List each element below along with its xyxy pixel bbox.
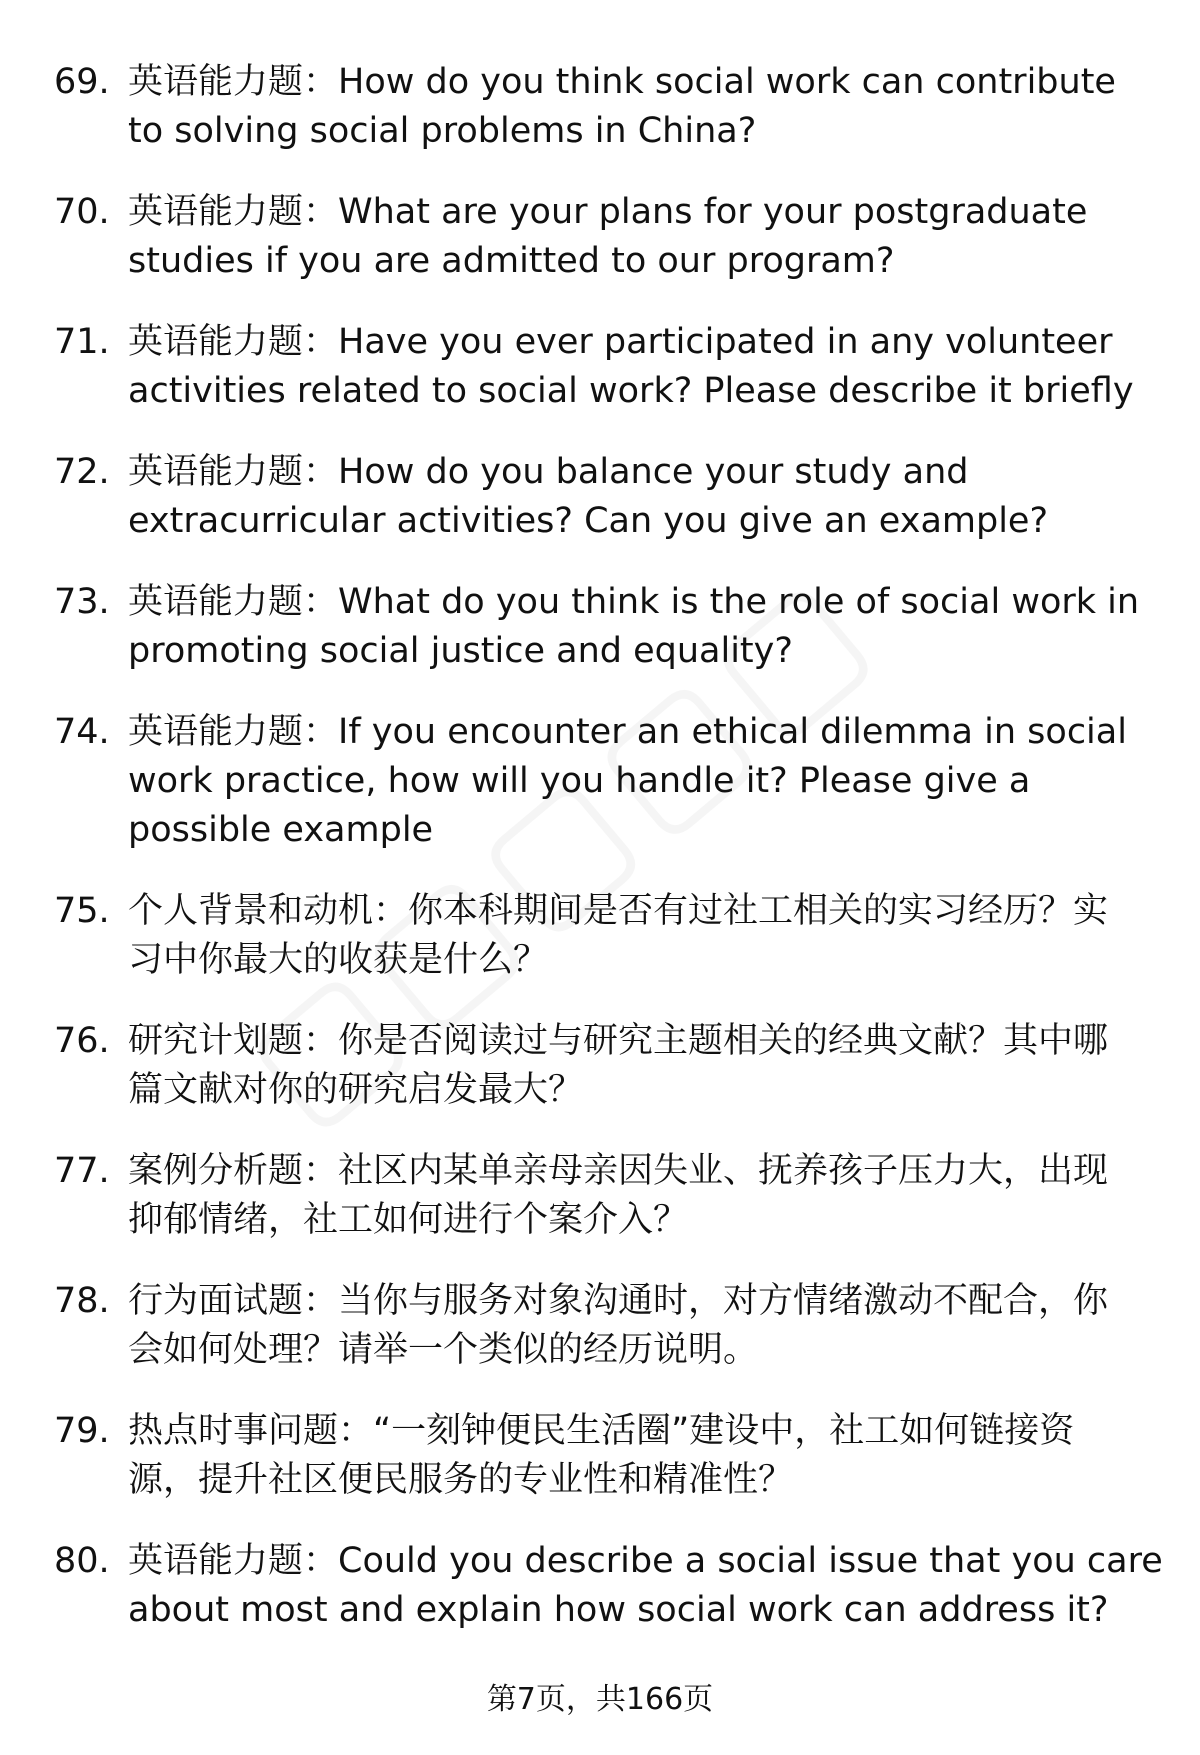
question-text — [128, 448, 1148, 546]
question-item-73 — [0, 578, 1200, 676]
question-line: 行为面试题：当你与服务对象沟通时，对方情绪激动不配合，你 — [128, 1281, 1109, 1321]
question-line: 热点时事问题：“一刻钟便民生活圈”建设中，社工如何链接资 — [128, 1411, 1075, 1451]
question-line: 研究计划题：你是否阅读过与研究主题相关的经典文献？其中哪 — [128, 1021, 1109, 1061]
question-line: to solving social problems in China? — [128, 111, 757, 151]
question-number: 72. — [54, 452, 110, 492]
question-line: studies if you are admitted to our program? — [128, 241, 895, 281]
question-item-74 — [0, 708, 1200, 855]
question-text — [128, 318, 1148, 416]
question-line: 会如何处理？请举一个类似的经历说明。 — [128, 1330, 759, 1370]
page-footer — [0, 1680, 1200, 1720]
question-item-71 — [0, 318, 1200, 416]
question-line: about most and explain how social work can address it? — [128, 1590, 1109, 1630]
question-line: 英语能力题：Have you ever participated in any volunteer — [128, 322, 1113, 362]
question-item-75 — [0, 887, 1200, 985]
question-line: 英语能力题：What are your plans for your postgraduate — [128, 192, 1088, 232]
question-number: 76. — [54, 1021, 110, 1061]
question-item-70 — [0, 188, 1200, 286]
question-item-69 — [0, 58, 1200, 156]
question-number: 69. — [54, 62, 110, 102]
question-item-80 — [0, 1537, 1200, 1635]
question-number: 79. — [54, 1411, 110, 1451]
question-line: 源，提升社区便民服务的专业性和精准性？ — [128, 1460, 794, 1500]
question-text — [128, 887, 1148, 985]
question-text — [128, 188, 1148, 286]
question-item-79 — [0, 1407, 1200, 1505]
question-number: 73. — [54, 582, 110, 622]
question-number: 70. — [54, 192, 110, 232]
question-text — [128, 1537, 1163, 1635]
question-text — [128, 58, 1148, 156]
question-line: possible example — [128, 810, 434, 850]
question-line: 案例分析题：社区内某单亲母亲因失业、抚养孩子压力大，出现 — [128, 1151, 1109, 1191]
question-line: 英语能力题：What do you think is the role of social work in — [128, 582, 1140, 622]
question-number: 75. — [54, 891, 110, 931]
question-text — [128, 1407, 1148, 1505]
question-item-76 — [0, 1017, 1200, 1115]
question-text — [128, 1277, 1148, 1375]
question-line: 英语能力题：How do you think social work can contribute — [128, 62, 1116, 102]
question-line: extracurricular activities? Can you give an example? — [128, 501, 1049, 541]
question-number: 80. — [54, 1541, 110, 1581]
question-list — [0, 58, 1200, 1667]
question-line: 篇文献对你的研究启发最大？ — [128, 1070, 584, 1110]
question-text — [128, 1017, 1148, 1115]
question-text — [128, 1147, 1148, 1245]
question-text — [128, 578, 1148, 676]
question-number: 71. — [54, 322, 110, 362]
question-line: activities related to social work? Please describe it briefly — [128, 371, 1134, 411]
question-number: 77. — [54, 1151, 110, 1191]
question-line: 个人背景和动机：你本科期间是否有过社工相关的实习经历？实 — [128, 891, 1109, 931]
question-line: 英语能力题：Could you describe a social issue that you care — [128, 1541, 1163, 1581]
question-text — [128, 708, 1148, 855]
question-line: 习中你最大的收获是什么？ — [128, 940, 549, 980]
question-item-78 — [0, 1277, 1200, 1375]
question-number: 74. — [54, 712, 110, 752]
question-line: 抑郁情绪，社工如何进行个案介入？ — [128, 1200, 689, 1240]
question-line: work practice, how will you handle it? Please give a — [128, 761, 1031, 801]
question-line: promoting social justice and equality? — [128, 631, 793, 671]
page-number-label: 第7页，共166页 — [486, 1682, 714, 1717]
question-line: 英语能力题：How do you balance your study and — [128, 452, 969, 492]
question-line: 英语能力题：If you encounter an ethical dilemma in social — [128, 712, 1127, 752]
question-item-77 — [0, 1147, 1200, 1245]
question-number: 78. — [54, 1281, 110, 1321]
question-item-72 — [0, 448, 1200, 546]
